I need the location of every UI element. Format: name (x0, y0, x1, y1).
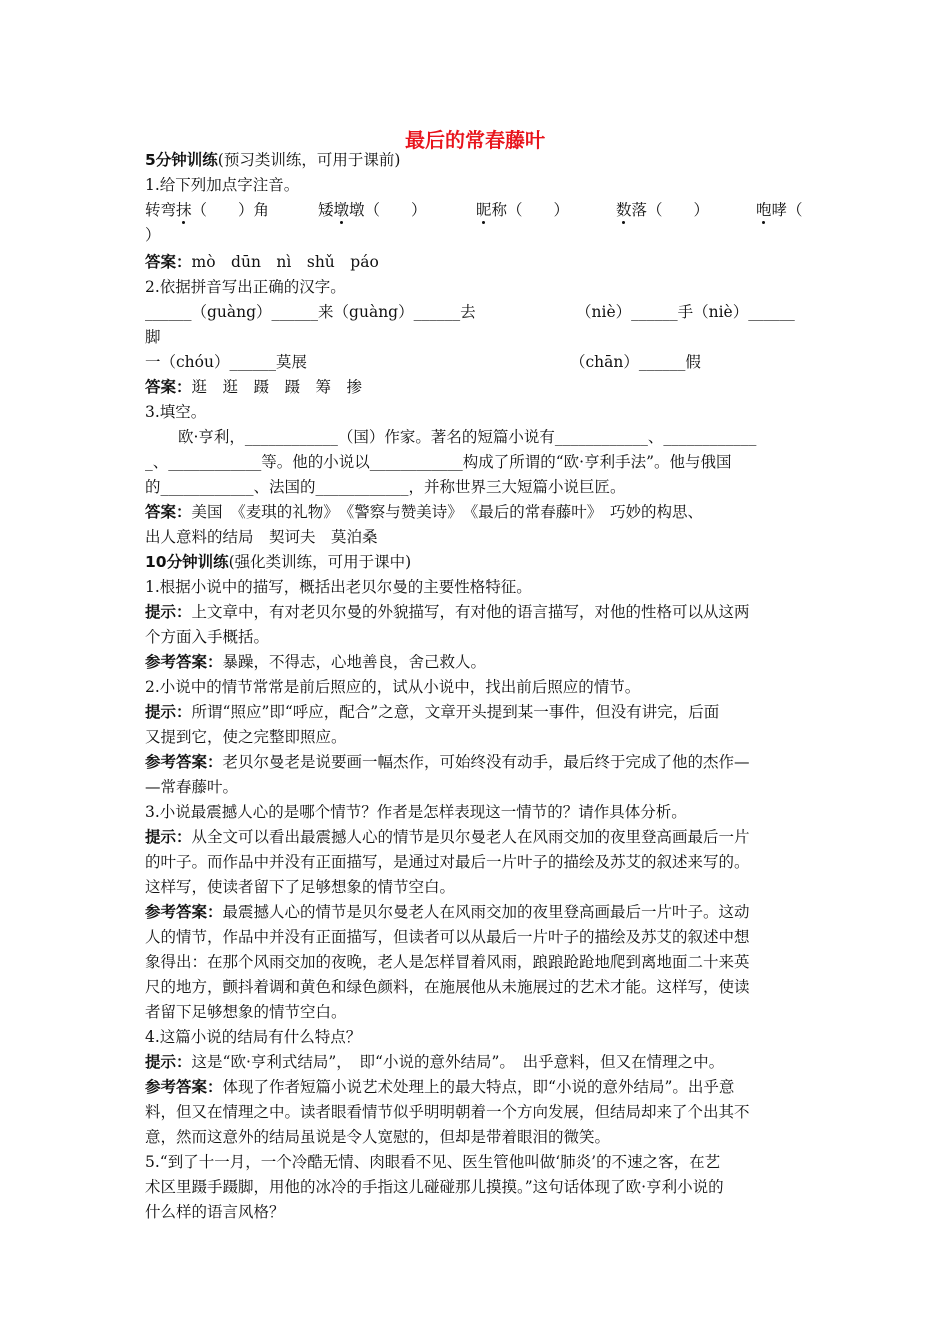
s2-question-4: 4.这篇小说的结局有什么特点？ (145, 1028, 362, 1046)
s2-q2-hint-line-2: 又提到它，使之完整即照应。 (145, 728, 347, 746)
section-heading-label: 10分钟训练 (145, 553, 229, 571)
q3-answer-line-2: 出人意料的结局 契诃夫 莫泊桑 (145, 528, 378, 546)
s2-q3-reference-line-4: 尺的地方，颤抖着调和黄色和绿色颜料，在施展他从未施展过的艺术才能。这样写，使读 (145, 978, 750, 996)
document-title: 最后的常春藤叶 (405, 128, 545, 152)
question-2: 2.依据拼音写出正确的汉字。 (145, 278, 346, 296)
q2-row1-wrap: 脚 (145, 328, 161, 346)
section-heading-5min (145, 150, 400, 170)
q1-wrap: ） (145, 226, 161, 244)
question-1: 1.给下列加点字注音。 (145, 176, 300, 194)
q2-row1-left: ______（guàng）______来（guàng）______去 (145, 303, 476, 321)
q2-row2-left: 一（chóu）______莫展 (145, 353, 307, 371)
q3-line-2: _、____________等。他的小说以____________构成了所谓的“欧·亨利手法”。他与俄国 (145, 453, 732, 471)
q2-row1-right: （niè）______手（niè）______ (576, 303, 795, 321)
s2-q2-hint-line-1: 提示：所谓“照应”即“呼应，配合”之意，文章开头提到某一事件，但没有讲完，后面 (145, 703, 720, 721)
s2-question-5-line-3: 什么样的语言风格？ (145, 1203, 285, 1221)
s2-q1-hint-line-2: 个方面入手概括。 (145, 628, 270, 646)
s2-question-1: 1.根据小说中的描写，概括出老贝尔曼的主要性格特征。 (145, 578, 532, 596)
q1-item-3: 昵称（ ） (476, 201, 570, 219)
section-heading-label: 5分钟训练 (145, 151, 218, 169)
q3-line-3: 的____________、法国的____________，并称世界三大短篇小说巨匠。 (145, 478, 626, 496)
q1-item-5: 咆哮（ (756, 201, 803, 219)
s2-q3-reference-line-1: 参考答案：最震撼人心的情节是贝尔曼老人在风雨交加的夜里登高画最后一片叶子。这动 (145, 903, 750, 921)
q2-answer: 答案：逛 逛 蹑 蹑 筹 掺 (145, 378, 363, 396)
q1-item-2: 矮墩墩（ ） (318, 201, 427, 219)
s2-q1-reference-answer: 参考答案：暴躁，不得志，心地善良，舍己救人。 (145, 653, 487, 671)
s2-q4-reference-line-2: 料，但又在情理之中。读者眼看情节似乎明明朝着一个方向发展，但结局却来了个出其不 (145, 1103, 750, 1121)
s2-q2-reference-line-2: —常春藤叶。 (145, 778, 239, 796)
q2-row2-right: （chān）______假 (570, 353, 701, 371)
s2-question-5-line-2: 术区里蹑手蹑脚，用他的冰冷的手指这儿碰碰那儿摸摸。”这句话体现了欧·亨利小说的 (145, 1178, 724, 1196)
section-heading-note: (强化类训练，可用于课中) (228, 553, 412, 571)
s2-q4-hint: 提示：这是“欧·亨利式结局”， 即“小说的意外结局”。 出乎意料，但又在情理之中。 (145, 1053, 725, 1071)
s2-q3-reference-line-3: 象得出：在那个风雨交加的夜晚，老人是怎样冒着风雨，踉踉跄跄地爬到离地面二十来英 (145, 953, 750, 971)
s2-q3-hint-line-3: 这样写，使读者留下了足够想象的情节空白。 (145, 878, 456, 896)
s2-q3-reference-line-2: 人的情节，作品中并没有正面描写，但读者可以从最后一片叶子的描绘及苏艾的叙述中想 (145, 928, 750, 946)
section-heading-note: (预习类训练，可用于课前) (217, 151, 401, 169)
q1-item-1: 转弯抹（ ）角 (145, 201, 270, 219)
section-heading-10min (145, 552, 411, 572)
s2-question-2: 2.小说中的情节常常是前后照应的，试从小说中，找出前后照应的情节。 (145, 678, 641, 696)
s2-q3-reference-line-5: 者留下足够想象的情节空白。 (145, 1003, 347, 1021)
question-3: 3.填空。 (145, 403, 207, 421)
s2-q4-reference-line-1: 参考答案：体现了作者短篇小说艺术处理上的最大特点，即“小说的意外结局”。出乎意 (145, 1078, 735, 1096)
q1-answer: 答案：mò dūn nì shǔ páo (145, 253, 379, 271)
s2-q1-hint-line-1: 提示：上文章中，有对老贝尔曼的外貌描写，有对他的语言描写，对他的性格可以从这两 (145, 603, 750, 621)
s2-question-3: 3.小说最震撼人心的是哪个情节？作者是怎样表现这一情节的？请作具体分析。 (145, 803, 687, 821)
s2-q3-hint-line-2: 的叶子。而作品中并没有正面描写，是通过对最后一片叶子的描绘及苏艾的叙述来写的。 (145, 853, 750, 871)
s2-q4-reference-line-3: 意，然而这意外的结局虽说是令人宽慰的，但却是带着眼泪的微笑。 (145, 1128, 611, 1146)
q1-item-4: 数落（ ） (616, 201, 710, 219)
q3-line-1: 欧·亨利，____________（国）作家。著名的短篇小说有____________、____________ (178, 428, 757, 446)
s2-q3-hint-line-1: 提示：从全文可以看出最震撼人心的情节是贝尔曼老人在风雨交加的夜里登高画最后一片 (145, 828, 750, 846)
s2-question-5-line-1: 5.“到了十一月，一个冷酷无情、肉眼看不见、医生管他叫做‘肺炎’的不速之客，在艺 (145, 1153, 721, 1171)
s2-q2-reference-line-1: 参考答案：老贝尔曼老是说要画一幅杰作，可始终没有动手，最后终于完成了他的杰作— (145, 753, 750, 771)
q3-answer-line-1: 答案：美国 《麦琪的礼物》 《警察与赞美诗》 《最后的常春藤叶》 巧妙的构思、 (145, 503, 704, 521)
